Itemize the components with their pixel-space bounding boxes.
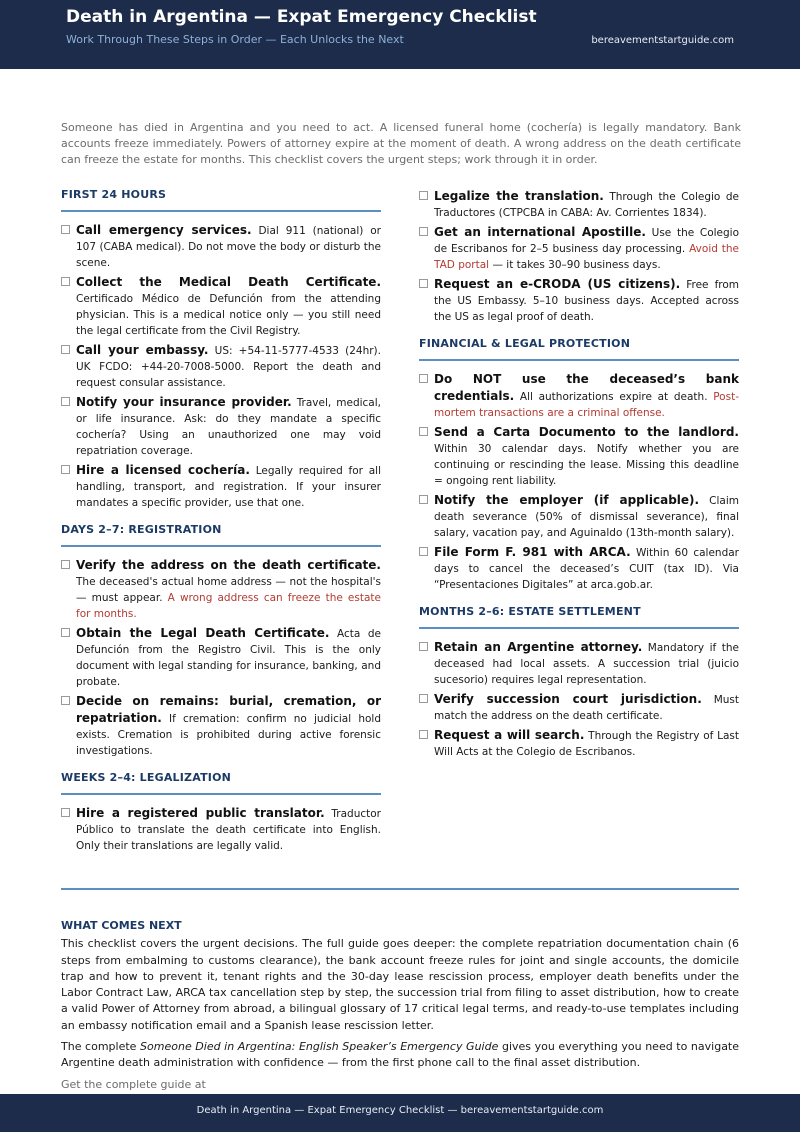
checklist-item <box>61 342 381 391</box>
checkbox[interactable] <box>419 191 428 200</box>
item-title: Hire a licensed cochería. <box>76 463 250 477</box>
item-body: Acta de Defunción from the Registro Civil. This is the only document with legal standing for insurance, banking, and probate. <box>76 628 381 688</box>
item-warning: Post-mortem transactions are a criminal offense. <box>434 391 739 419</box>
item-body: Free from the US Embassy. 5–10 business days. Accepted across the US as legal proof of death. <box>434 279 740 323</box>
section-heading: MONTHS 2–6: ESTATE SETTLEMENT <box>419 605 739 629</box>
checkbox[interactable] <box>61 465 70 474</box>
page-title: Death in Argentina — Expat Emergency Checklist <box>66 7 537 27</box>
guide-title: Someone Died in Argentina: English Speaker’s Emergency Guide <box>140 1040 499 1054</box>
checklist-item <box>61 805 381 854</box>
checkbox[interactable] <box>419 495 428 504</box>
item-body: Legally required for all handling, transport, and registration. If your insurer mandates a specific provider, use that one. <box>76 465 381 509</box>
checkbox[interactable] <box>61 345 70 354</box>
checklist-item <box>419 424 739 489</box>
item-body: Claim death severance (50% of dismissal severance), final salary, vacation pay, and Aguinaldo (13th-month salary). <box>434 495 739 539</box>
item-title: Get an international Apostille. <box>434 225 646 239</box>
checkbox[interactable] <box>419 227 428 236</box>
intro-paragraph: Someone has died in Argentina and you need to act. A licensed funeral home (cochería) is legally mandatory. Bank accounts freeze immediately. Powers of attorney expire at the moment of death. A wrong address on the death certificate can freeze the estate for months. This checklist covers the urgent steps; work through it in order. <box>61 121 741 166</box>
item-title: Notify the employer (if applicable). <box>434 493 700 507</box>
item-title: Collect the Medical Death Certificate. <box>76 275 381 289</box>
checklist-item <box>419 544 739 593</box>
checklist-item <box>61 394 381 459</box>
checkbox[interactable] <box>419 642 428 651</box>
header-site-link[interactable]: bereavementstartguide.com <box>591 35 734 46</box>
section-divider <box>61 888 739 890</box>
item-body: Within 30 calendar days. Notify whether you are continuing or rescinding the lease. Missing this deadline = ongoing rent liability. <box>434 443 739 487</box>
item-title: Notify your insurance provider. <box>76 395 292 409</box>
item-body: Through the Colegio de Traductores (CTPCBA in CABA: Av. Corrientes 1834). <box>434 191 739 219</box>
cta-label: Get the complete guide at <box>61 1077 206 1091</box>
checkbox[interactable] <box>419 694 428 703</box>
section-legalization <box>61 771 381 854</box>
checkbox[interactable] <box>61 560 70 569</box>
item-title: Do NOT use the deceased’s bank credentials. <box>434 372 739 403</box>
item-body: Within 60 calendar days to cancel the deceased’s CUIT (tax ID). Via “Presentaciones Digitales” at arca.gob.ar. <box>434 547 739 591</box>
checklist-item <box>61 557 381 622</box>
section-legalization-continued <box>419 188 739 325</box>
checklist-item <box>419 639 739 688</box>
guide-intro: The complete <box>61 1040 137 1054</box>
item-title: Verify the address on the death certificate. <box>76 558 381 572</box>
item-body: The deceased's actual home address — not the hospital's — must appear. <box>76 576 381 604</box>
checkbox[interactable] <box>61 808 70 817</box>
right-column <box>419 188 739 772</box>
checklist-item <box>61 625 381 690</box>
item-warning: A wrong address can freeze the estate for months. <box>76 592 381 620</box>
item-title: Retain an Argentine attorney. <box>434 640 643 654</box>
item-title: Decide on remains: burial, cremation, or repatriation. <box>76 694 381 725</box>
item-body: Through the Registry of Last Will Acts at the Colegio de Escribanos. <box>434 730 739 758</box>
item-body: Mandatory if the deceased had local assets. A succession trial (juicio sucesorio) requires legal representation. <box>434 642 739 686</box>
checklist-item <box>61 222 381 271</box>
item-body: US: +54-11-5777-4533 (24hr). UK FCDO: +44-20-7008-5000. Report the death and request consular assistance. <box>76 345 381 389</box>
item-title: File Form F. 981 with ARCA. <box>434 545 631 559</box>
next-guide-paragraph <box>61 1039 739 1072</box>
checkbox[interactable] <box>419 427 428 436</box>
checklist-item <box>419 276 739 325</box>
checkbox[interactable] <box>61 628 70 637</box>
checklist-item <box>419 224 739 273</box>
item-warning: Avoid the TAD portal <box>434 243 740 271</box>
item-body: Traductor Público to translate the death certificate into English. Only their translations are legally valid. <box>76 808 381 852</box>
checkbox[interactable] <box>61 397 70 406</box>
item-body: Use the Colegio de Escribanos for 2–5 business day processing. <box>434 227 740 255</box>
section-heading: FIRST 24 HOURS <box>61 188 381 212</box>
page-footer: Death in Argentina — Expat Emergency Checklist — bereavementstartguide.com <box>0 1094 800 1132</box>
checklist-item <box>419 371 739 421</box>
item-title: Obtain the Legal Death Certificate. <box>76 626 330 640</box>
next-paragraph: This checklist covers the urgent decisions. The full guide goes deeper: the complete repatriation documentation chain (6 steps from embalming to customs clearance), the bank account freeze rules for joint and single accounts, the domicile trap and how to prevent it, tenant rights and the 30-day lease rescission process, employer death benefits under the Labor Contract Law, ARCA tax cancellation step by step, the succession trial from filing to asset distribution, how to create a valid Power of Attorney from abroad, a bilingual glossary of 17 critical legal terms, and ready-to-use templates including an embassy notification email and a Spanish lease rescission letter. <box>61 937 739 1032</box>
checklist-item <box>61 274 381 339</box>
section-heading: WEEKS 2–4: LEGALIZATION <box>61 771 381 795</box>
next-heading: WHAT COMES NEXT <box>61 919 182 932</box>
item-body: Travel, medical, or life insurance. Ask: do they mandate a specific cochería? Using an unauthorized one may void repatriation coverage. <box>76 397 381 457</box>
item-body: Dial 911 (national) or 107 (CABA medical). Do not move the body or disturb the scene. <box>76 225 381 269</box>
checklist-item <box>419 691 739 724</box>
guide-description: gives you everything you need to navigate Argentine death administration with confidence — from the first phone call to the final asset distribution. <box>61 1040 740 1070</box>
item-body: All authorizations expire at death. <box>519 391 708 403</box>
section-estate-settlement <box>419 605 739 760</box>
item-body: If cremation: confirm no judicial hold exists. Cremation is prohibited during active forensic investigations. <box>76 713 381 757</box>
page-header <box>0 0 800 69</box>
section-heading: DAYS 2–7: REGISTRATION <box>61 523 381 547</box>
item-title: Legalize the translation. <box>434 189 604 203</box>
item-title: Call emergency services. <box>76 223 252 237</box>
item-title: Request a will search. <box>434 728 585 742</box>
item-title: Verify succession court jurisdiction. <box>434 692 702 706</box>
left-column <box>61 188 381 866</box>
section-first-24-hours <box>61 188 381 511</box>
what-comes-next <box>61 918 739 1109</box>
checklist-item <box>419 492 739 541</box>
checklist-item <box>61 462 381 511</box>
checkbox[interactable] <box>419 279 428 288</box>
item-body: Must match the address on the death certificate. <box>434 694 739 722</box>
page-subtitle: Work Through These Steps in Order — Each Unlocks the Next <box>66 33 404 46</box>
checkbox[interactable] <box>61 277 70 286</box>
checkbox[interactable] <box>419 730 428 739</box>
item-body-after: — it takes 30–90 business days. <box>492 259 661 271</box>
checklist-item <box>419 188 739 221</box>
section-financial-legal <box>419 337 739 593</box>
checklist-item <box>419 727 739 760</box>
section-heading: FINANCIAL & LEGAL PROTECTION <box>419 337 739 361</box>
item-body: Certificado Médico de Defunción from the attending physician. This is a medical notice only — you still need the legal certificate from the Civil Registry. <box>76 293 381 337</box>
item-title: Send a Carta Documento to the landlord. <box>434 425 739 439</box>
checklist-item <box>61 693 381 759</box>
item-title: Hire a registered public translator. <box>76 806 325 820</box>
item-title: Request an e-CRODA (US citizens). <box>434 277 681 291</box>
checkbox[interactable] <box>419 374 428 383</box>
checkbox[interactable] <box>61 225 70 234</box>
section-registration <box>61 523 381 759</box>
checkbox[interactable] <box>61 696 70 705</box>
item-title: Call your embassy. <box>76 343 209 357</box>
checkbox[interactable] <box>419 547 428 556</box>
